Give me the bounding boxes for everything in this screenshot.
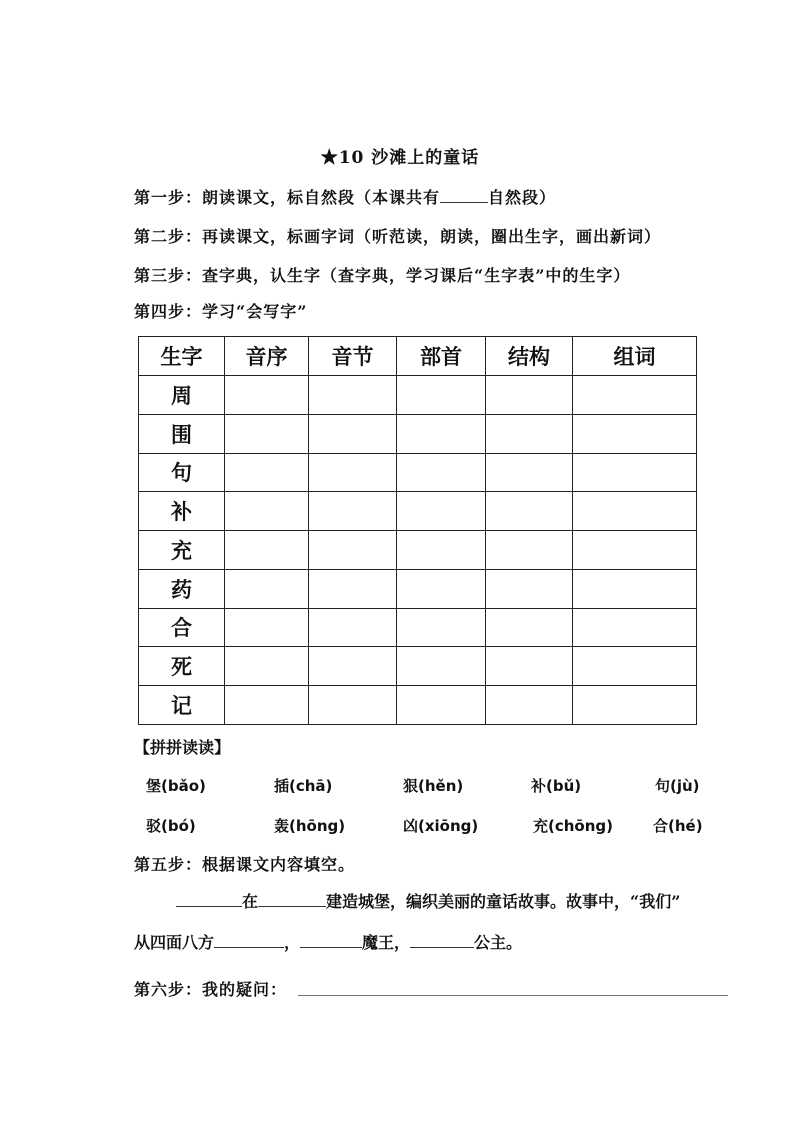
answer-cell[interactable] [225,414,309,453]
fill-blank[interactable] [258,906,326,907]
answer-cell[interactable] [225,376,309,415]
answer-cell[interactable] [225,492,309,531]
step-5-label: 第五步：根据课文内容填空。 [134,855,356,874]
answer-cell[interactable] [397,569,486,608]
answer-cell[interactable] [225,608,309,647]
step-1-text: 第一步：朗读课文，标自然段（本课共有 [134,188,441,207]
answer-cell[interactable] [573,647,697,686]
header-syllable: 音节 [309,337,397,376]
answer-cell[interactable] [573,531,697,570]
step-2: 第二步：再读课文，标画字词（听范读，朗读，圈出生字，画出新词） [134,227,662,246]
step-5-line-2 [134,930,522,953]
answer-cell[interactable] [397,376,486,415]
char-cell: 合 [139,608,225,647]
table-row [139,569,697,608]
answer-cell[interactable] [309,531,397,570]
header-words: 组词 [573,337,697,376]
pinyin-item: 堡(bǎo) [146,777,206,795]
pinyin-item: 句(jù) [655,777,700,795]
header-char: 生字 [139,337,225,376]
fill-text: 公主。 [474,933,523,952]
table-row [139,492,697,531]
table-row [139,608,697,647]
fill-blank[interactable] [214,947,284,948]
pinyin-item: 补(bǔ) [531,777,582,795]
pinyin-item: 狠(hěn) [403,777,464,795]
table-row [139,647,697,686]
step-1-suffix: 自然段） [488,188,557,207]
answer-cell[interactable] [225,453,309,492]
fill-blank[interactable] [300,947,362,948]
answer-cell[interactable] [486,453,573,492]
answer-cell[interactable] [486,686,573,725]
answer-cell[interactable] [486,492,573,531]
page-title: ★10 沙滩上的童话 [320,148,480,168]
character-table [138,336,697,725]
table-row [139,376,697,415]
char-cell: 补 [139,492,225,531]
header-letter: 音序 [225,337,309,376]
pinyin-item: 轰(hōng) [274,817,346,835]
pinyin-item: 插(chā) [274,777,333,795]
fill-text: 建造城堡，编织美丽的童话故事。故事中，“我们” [326,892,681,911]
answer-cell[interactable] [397,492,486,531]
pinyin-section-title: 【拼拼读读】 [134,738,231,757]
fill-text: 从四面八方 [134,933,215,952]
answer-cell[interactable] [486,414,573,453]
fill-blank[interactable] [176,906,242,907]
char-cell: 记 [139,686,225,725]
answer-cell[interactable] [397,531,486,570]
char-cell: 句 [139,453,225,492]
paragraph-count-blank[interactable] [440,202,488,203]
char-cell: 死 [139,647,225,686]
fill-text: 在 [242,892,259,911]
answer-cell[interactable] [309,492,397,531]
answer-cell[interactable] [486,569,573,608]
step-1 [134,185,556,208]
answer-cell[interactable] [573,414,697,453]
answer-cell[interactable] [225,686,309,725]
pinyin-item: 驳(bó) [146,817,196,835]
question-line[interactable] [298,995,728,996]
answer-cell[interactable] [397,414,486,453]
answer-cell[interactable] [573,492,697,531]
answer-cell[interactable] [309,376,397,415]
answer-cell[interactable] [573,608,697,647]
step-4: 第四步：学习“会写字” [134,302,308,321]
answer-cell[interactable] [573,686,697,725]
answer-cell[interactable] [486,608,573,647]
answer-cell[interactable] [397,453,486,492]
char-cell: 围 [139,414,225,453]
answer-cell[interactable] [486,531,573,570]
fill-text: 魔王， [362,933,411,952]
step-3: 第三步：查字典，认生字（查字典，学习课后“生字表”中的生字） [134,266,631,285]
answer-cell[interactable] [486,647,573,686]
header-radical: 部首 [397,337,486,376]
answer-cell[interactable] [309,647,397,686]
answer-cell[interactable] [309,608,397,647]
answer-cell[interactable] [397,686,486,725]
answer-cell[interactable] [225,531,309,570]
char-cell: 充 [139,531,225,570]
header-structure: 结构 [486,337,573,376]
answer-cell[interactable] [309,414,397,453]
char-cell: 药 [139,569,225,608]
step-6-label: 第六步：我的疑问： [134,980,288,999]
answer-cell[interactable] [486,376,573,415]
answer-cell[interactable] [309,569,397,608]
answer-cell[interactable] [309,686,397,725]
table-row [139,414,697,453]
table-row [139,686,697,725]
table-row [139,453,697,492]
answer-cell[interactable] [309,453,397,492]
fill-blank[interactable] [410,947,474,948]
pinyin-item: 充(chōng) [533,817,614,835]
table-header-row [139,337,697,376]
answer-cell[interactable] [573,453,697,492]
char-cell: 周 [139,376,225,415]
answer-cell[interactable] [573,376,697,415]
fill-text: ， [284,933,301,952]
answer-cell[interactable] [397,608,486,647]
answer-cell[interactable] [225,569,309,608]
step-5-line-1 [176,889,680,912]
table-row [139,531,697,570]
answer-cell[interactable] [225,647,309,686]
pinyin-item: 合(hé) [653,817,703,835]
answer-cell[interactable] [397,647,486,686]
answer-cell[interactable] [573,569,697,608]
pinyin-item: 凶(xiōng) [403,817,479,835]
